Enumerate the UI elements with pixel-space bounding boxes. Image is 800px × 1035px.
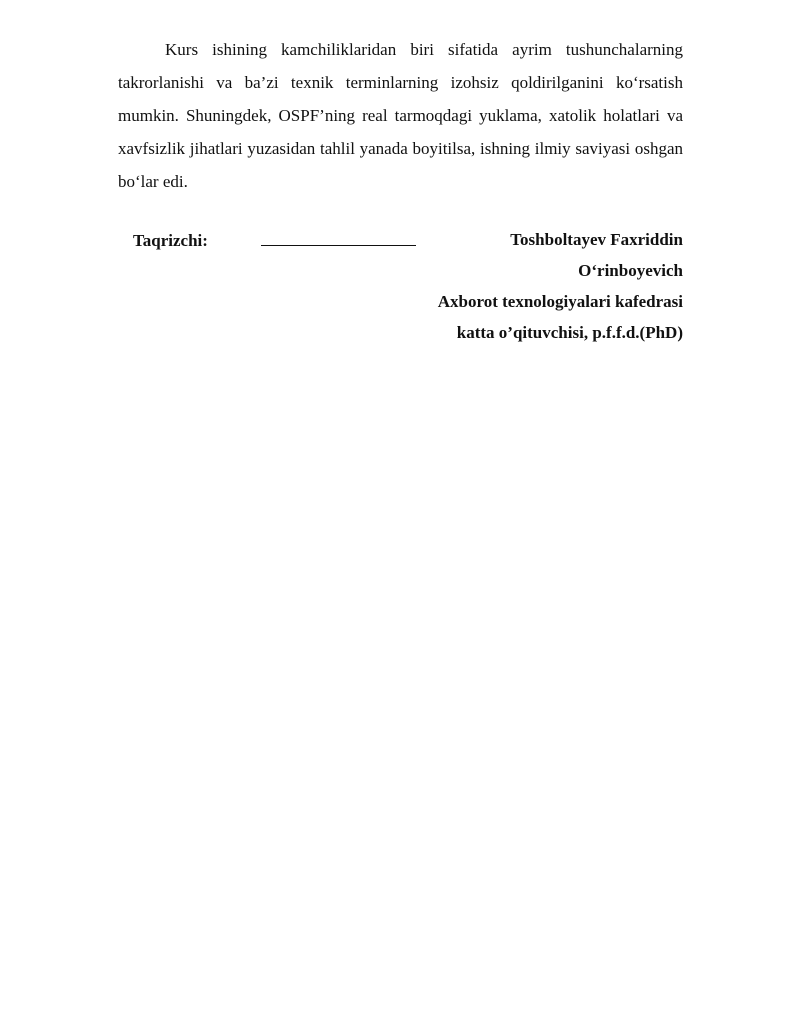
reviewer-details xyxy=(438,224,683,348)
reviewer-name-line1: Toshboltayev Faxriddin xyxy=(510,230,683,249)
reviewer-department: Axborot texnologiyalari kafedrasi xyxy=(437,292,683,311)
signature-line xyxy=(261,245,416,246)
reviewer-label: Taqrizchi: xyxy=(133,231,208,250)
reviewer-position: katta o’qituvchisi, p.f.f.d.(PhD) xyxy=(456,323,683,342)
review-paragraph: Kurs ishining kamchiliklaridan biri sifatida ayrim tushunchalarning takrorlanishi va ba’zi texnik terminlarning izohsiz qoldirilganini ko‘rsatish mumkin. Shuningdek, OSPF’ning real tarmoqdagi yuklama, xatolik holatlari va xavfsizlik jihatlari yuzasidan tahlil yanada boyitilsa, ishning ilmiy saviyasi oshgan bo‘lar edi. xyxy=(118,40,683,191)
reviewer-name-line2: O‘rinboyevich xyxy=(578,261,683,280)
